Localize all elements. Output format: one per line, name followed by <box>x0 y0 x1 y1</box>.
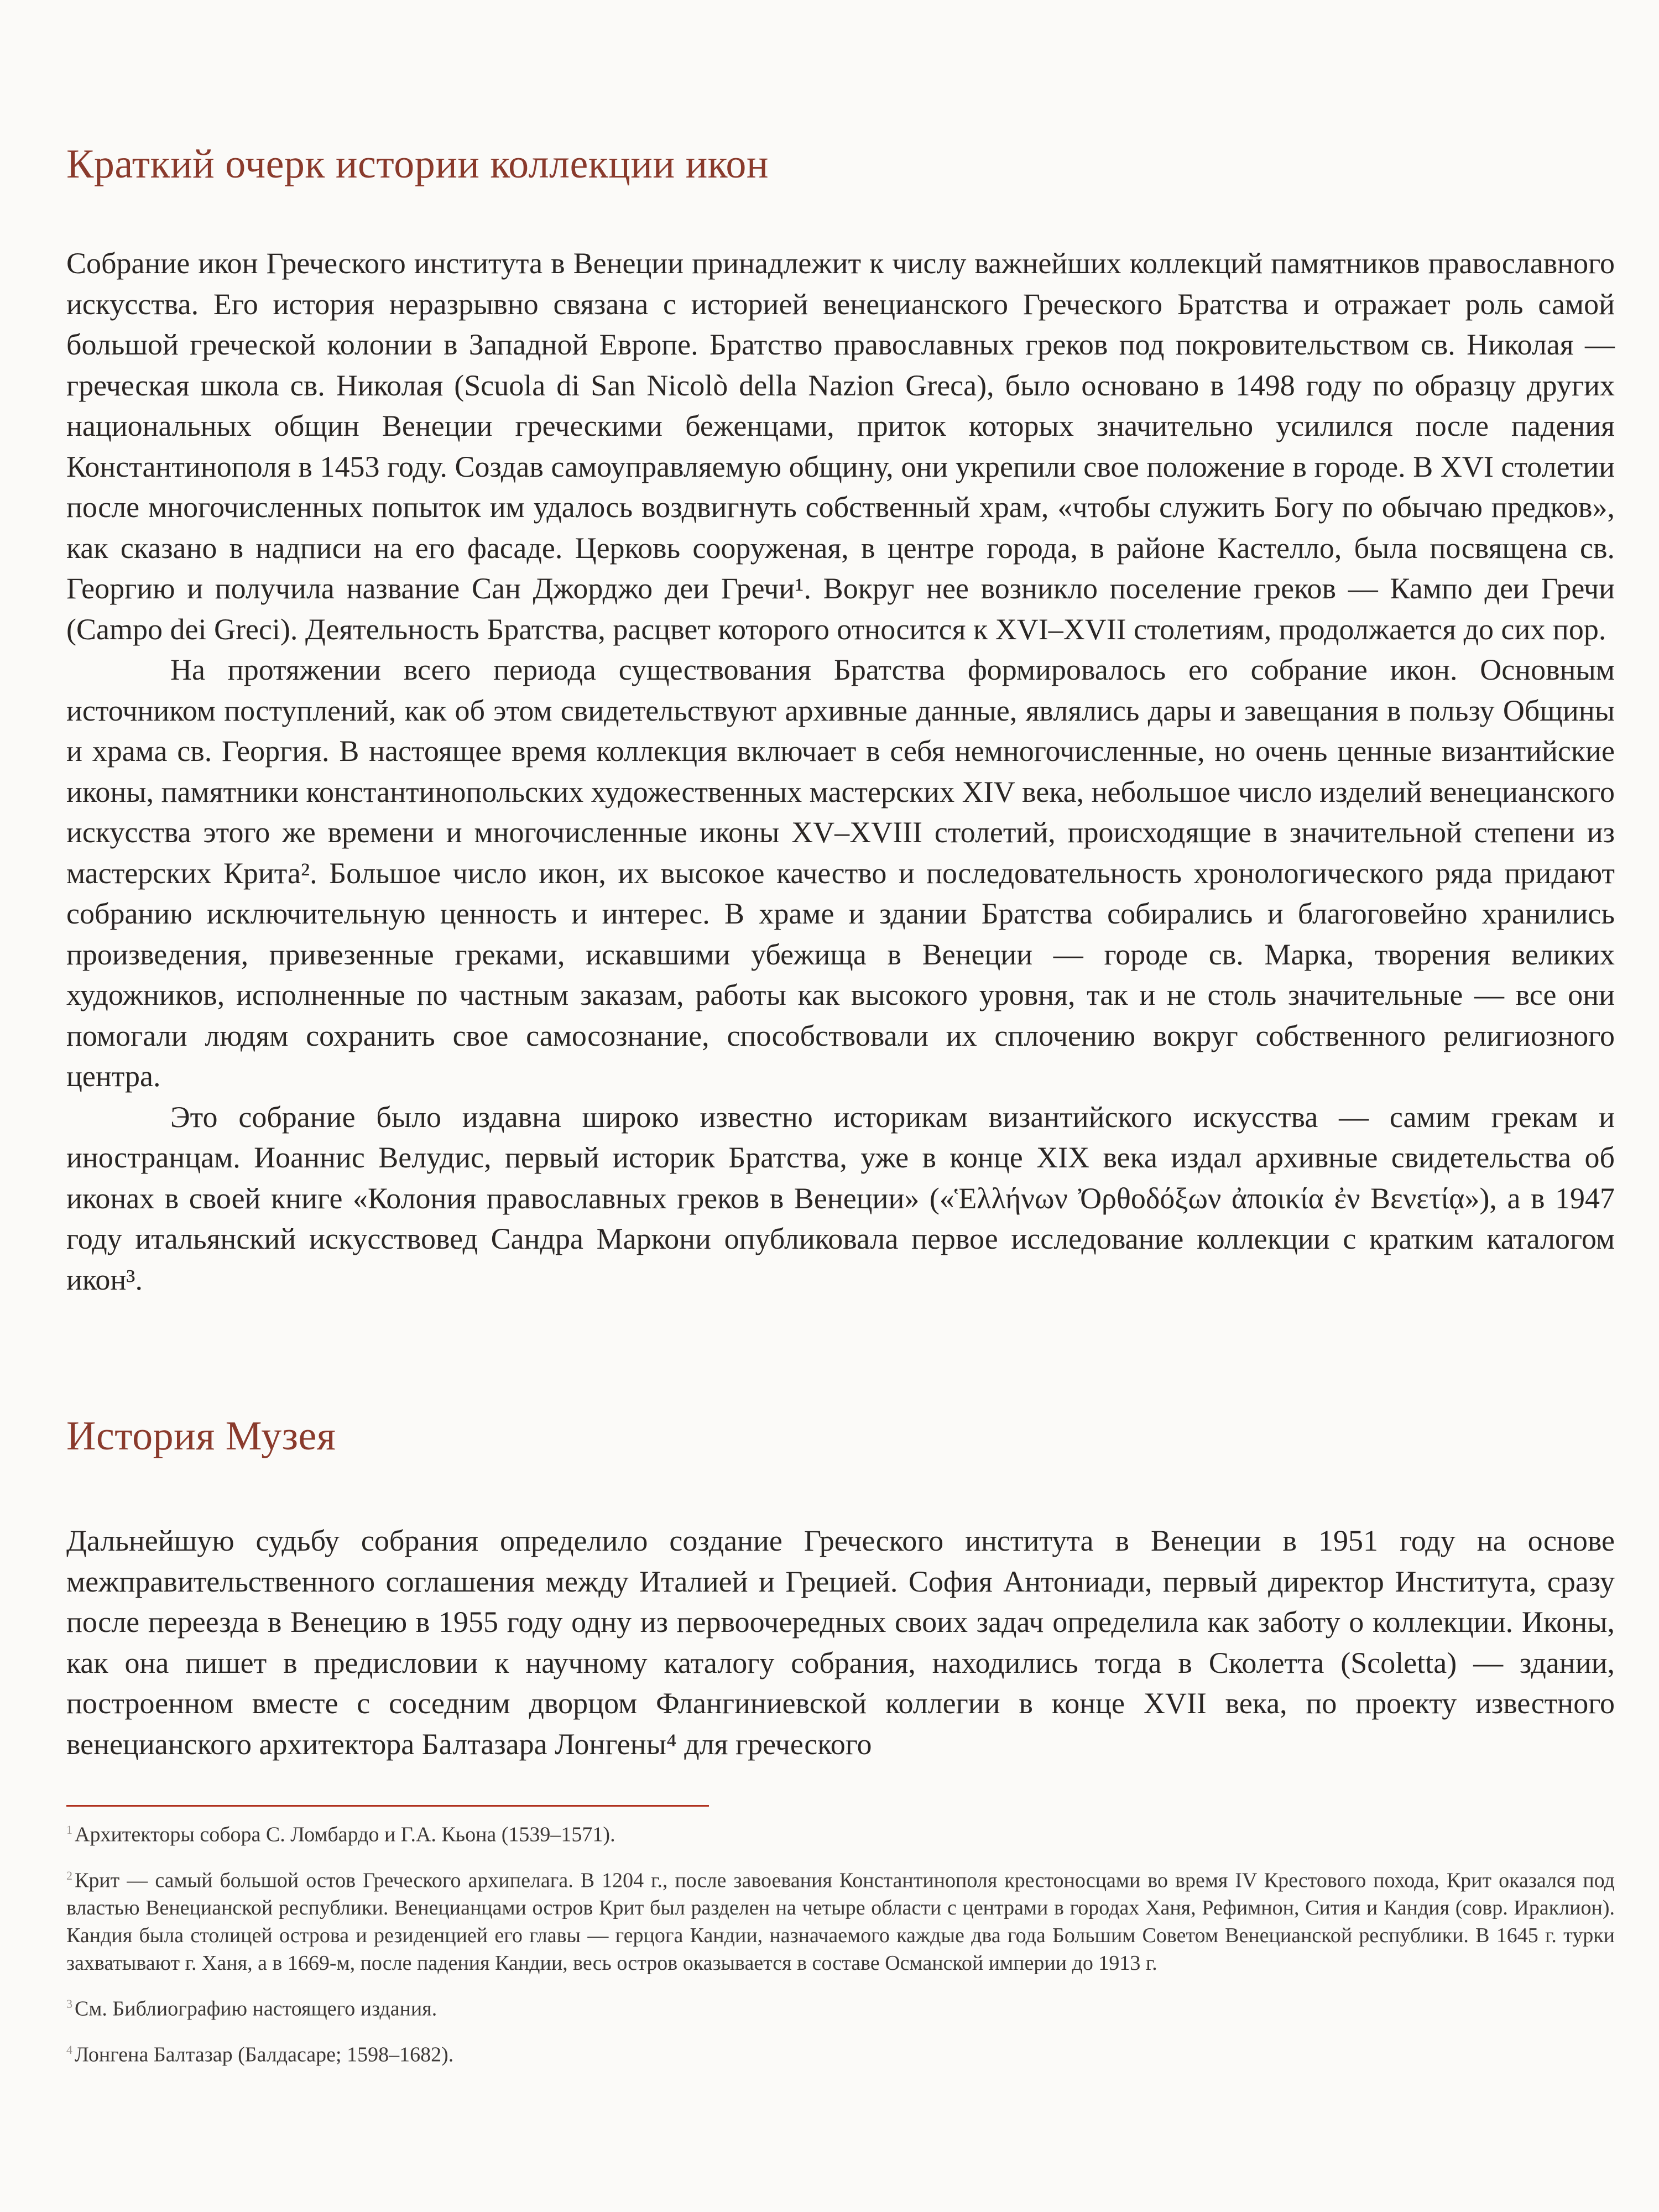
footnote-text: См. Библиографию настоящего издания. <box>75 1997 437 2021</box>
body-paragraph: Дальнейшую судьбу собрания определило создание Греческого института в Венеции в 1951 году на основе межправительственного соглашения между Италией и Грецией. София Антониади, первый директор Института, сразу после переезда в Венецию в 1955 году одну из первоочередных своих задач определила как заботу о коллекции. Иконы, как она пишет в предисловии к научному каталогу собрания, находились тогда в Сколетта (Scoletta) — здании, построенном вместе с соседним дворцом Флангиниевской коллегии в конце XVII века, по проекту известного венецианского архитектора Балтазара Лонгены⁴ для греческого <box>66 1524 1615 1761</box>
footnote-item <box>66 2036 1615 2069</box>
body-paragraph: Собрание икон Греческого института в Венеции принадлежит к числу важнейших коллекций памятников православного искусства. Его история неразрывно связана с историей венецианского Греческого Братства и отражает роль самой большой греческой колонии в Западной Европе. Братство православных греков под покровительством св. Николая — греческая школа св. Николая (Scuola di San Nicolò della Nazion Greca), было основано в 1498 году по образцу других национальных общин Венеции греческими беженцами, приток которых значительно усилился после падения Константинополя в 1453 году. Создав самоуправляемую общину, они укрепили свое положение в городе. В XVI столетии после многочисленных попыток им удалось воздвигнуть собственный храм, «чтобы служить Богу по обычаю предков», как сказано в надписи на его фасаде. Церковь сооруженая, в центре города, в районе Кастелло, была посвящена св. Георгию и получила название Сан Джорджо деи Гречи¹. Вокруг нее возникло поселение греков — Кампо деи Гречи (Campo dei Greci). Деятельность Братства, расцвет которого относится к XVI–XVII столетиям, продолжается до сих пор. <box>66 247 1615 646</box>
footnote-divider <box>66 1805 709 1807</box>
footnote-text: Крит — самый большой остов Греческого архипелага. В 1204 г., после завоевания Константинополя крестоносцами во время IV Крестового похода, Крит оказался под властью Венецианской республики. Венецианцами остров Крит был разделен на четыре области с центрами в городах Ханя, Рефимнон, Сития и Кандия (совр. Ираклион). Кандия была столицей острова и резиденцией его главы — герцога Кандии, назначаемого каждые два года Большим Советом Венецианской республики. В 1645 г. турки захватывают г. Ханя, а в 1669-м, после падения Кандии, весь остров оказывается в составе Османской империи до 1913 г. <box>66 1869 1615 1975</box>
footnote-number: 3 <box>66 1997 72 2011</box>
footnote-text: Лонгена Балтазар (Балдасаре; 1598–1682). <box>75 2043 454 2067</box>
footnote-text: Архитекторы собора С. Ломбардо и Г.А. Кьона (1539–1571). <box>75 1823 615 1846</box>
footnote-number: 4 <box>66 2042 72 2057</box>
section-body-museum-history <box>66 1521 1615 1765</box>
body-paragraph: На протяжении всего периода существования Братства формировалось его собрание икон. Основным источником поступлений, как об этом свидетельствуют архивные данные, являлись дары и завещания в пользу Общины и храма св. Георгия. В настоящее время коллекция включает в себя немногочисленные, но очень ценные византийские иконы, памятники константинопольских художественных мастерских XIV века, небольшое число изделий венецианского искусства этого же времени и многочисленные иконы XV–XVIII столетий, происходящие в значительной степени из мастерских Крита². Большое число икон, их высокое качество и последовательность хронологического ряда придают собранию исключительную ценность и интерес. В храме и здании Братства собирались и благоговейно хранились произведения, привезенные греками, искавшими убежища в Венеции — городе св. Марка, творения великих художников, исполненные по частным заказам, работы как высокого уровня, так и не столь значительные — все они помогали людям сохранить свое самосознание, способствовали их сплочению вокруг собственного религиозного центра. <box>66 653 1615 1093</box>
footnote-item <box>66 1862 1615 1978</box>
footnote-number: 2 <box>66 1868 72 1882</box>
footnotes <box>66 1816 1615 2082</box>
footnote-item <box>66 1816 1615 1849</box>
section-title-icon-collection-history: Краткий очерк истории коллекции икон <box>66 142 769 187</box>
section-title-museum-history: История Музея <box>66 1413 336 1459</box>
body-paragraph: Это собрание было издавна широко известно историкам византийского искусства — самим грекам и иностранцам. Иоаннис Велудис, первый историк Братства, уже в конце XIX века издал архивные свидетельства об иконах в своей книге «Колония православных греков в Венеции» («Ἑλλήνων Ὀρθοδόξων ἀποικία ἐν Βενετίᾳ»), а в 1947 году итальянский искусствовед Сандра Маркони опубликовала первое исследование коллекции с кратким каталогом икон³. <box>66 1100 1615 1296</box>
footnote-item <box>66 1990 1615 2023</box>
book-page <box>66 0 1615 2212</box>
footnote-number: 1 <box>66 1823 72 1837</box>
section-body-icon-collection-history <box>66 243 1615 1300</box>
